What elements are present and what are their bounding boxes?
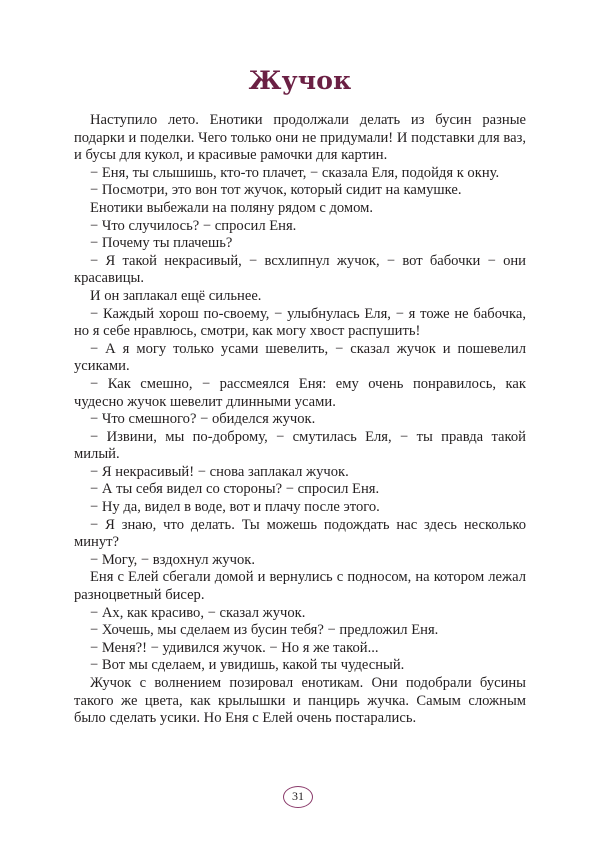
story-paragraph: − Ну да, видел в воде, вот и плачу после этого. <box>90 499 380 516</box>
story-paragraph: − Ах, как красиво, − сказал жучок. <box>90 604 306 621</box>
story-text <box>74 112 526 728</box>
story-paragraph: Енотики выбежали на поляну рядом с домом. <box>90 199 374 216</box>
story-paragraph: − Я такой некрасивый, − всхлипнул жучок, − вот бабочки − они красавицы. <box>74 252 526 287</box>
story-paragraph: Жучок с волнением позировал енотикам. Они подобрали бусины такого же цвета, как крылышки и панцирь жучка. Самым сложным было сделать усики. Но Еня с Елей очень постарались. <box>74 675 526 727</box>
story-paragraph: − Я некрасивый! − снова заплакал жучок. <box>90 463 349 480</box>
story-paragraph: − Что смешного? − обиделся жучок. <box>90 411 316 428</box>
story-paragraph: − Посмотри, это вон тот жучок, который сидит на камушке. <box>90 182 462 199</box>
story-paragraph: − Хочешь, мы сделаем из бусин тебя? − предложил Еня. <box>90 622 439 639</box>
story-paragraph: Еня с Елей сбегали домой и вернулись с подносом, на котором лежал разноцветный бисер. <box>74 569 526 604</box>
story-paragraph: − Еня, ты слышишь, кто-то плачет, − сказала Еля, подойдя к окну. <box>90 164 500 181</box>
story-paragraph: − А ты себя видел со стороны? − спросил Еня. <box>90 481 380 498</box>
page-number: 31 <box>283 786 313 808</box>
page-title: Жучок <box>248 66 352 95</box>
story-paragraph: − Что случилось? − спросил Еня. <box>90 217 297 234</box>
story-paragraph: − Я знаю, что делать. Ты можешь подождать нас здесь несколько минут? <box>74 516 526 551</box>
story-paragraph: − Могу, − вздохнул жучок. <box>90 551 255 568</box>
story-paragraph: − Вот мы сделаем, и увидишь, какой ты чудесный. <box>90 657 405 674</box>
story-paragraph: И он заплакал ещё сильнее. <box>90 287 262 304</box>
story-paragraph: − Почему ты плачешь? <box>90 235 233 252</box>
story-paragraph: − А я могу только усами шевелить, − сказал жучок и пошевелил усиками. <box>74 340 526 375</box>
story-paragraph: − Извини, мы по-доброму, − смутилась Еля, − ты правда такой милый. <box>74 428 526 463</box>
story-paragraph: Наступило лето. Енотики продолжали делать из бусин разные подарки и поделки. Чего только они не придумали! И подставки для ваз, и бусы для кукол, и красивые рамочки для картин. <box>74 112 526 164</box>
story-paragraph: − Меня?! − удивился жучок. − Но я же такой... <box>90 639 379 656</box>
story-paragraph: − Как смешно, − рассмеялся Еня: ему очень понравилось, как чудесно жучок шевелит длинными усами. <box>74 375 526 410</box>
story-paragraph: − Каждый хорош по-своему, − улыбнулась Еля, − я тоже не бабочка, но я себе нравлюсь, смотри, как могу хвост распушить! <box>74 305 526 340</box>
